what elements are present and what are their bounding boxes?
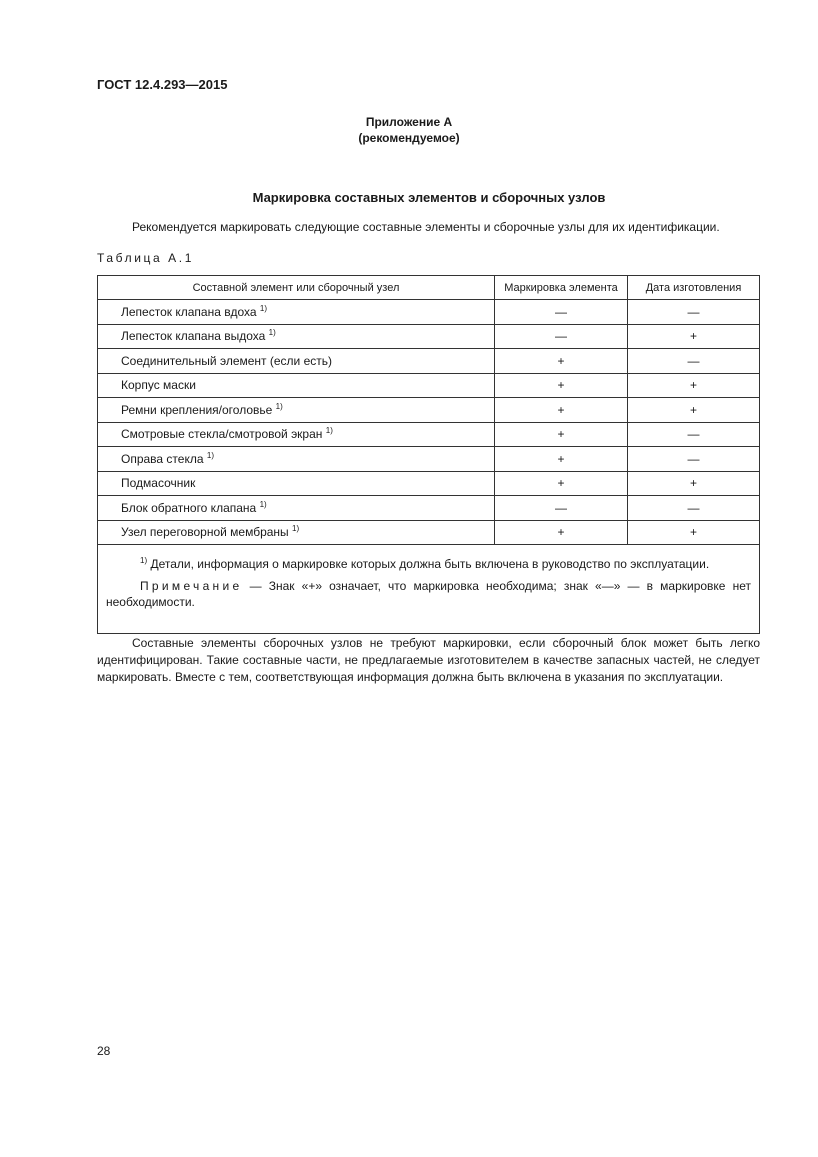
date-cell: — <box>628 300 760 325</box>
footnote-marker: 1) <box>140 556 148 565</box>
component-name: Лепесток клапана вдоха <box>121 304 257 319</box>
footnote <box>106 556 751 572</box>
table-row <box>98 496 760 521</box>
marking-cell: + <box>495 398 628 423</box>
footnote-ref: 1) <box>275 401 283 411</box>
component-name-cell <box>98 324 495 349</box>
component-name: Смотровые стекла/смотровой экран <box>121 427 323 442</box>
document-header: ГОСТ 12.4.293—2015 <box>97 77 228 92</box>
component-name: Блок обратного клапана <box>121 500 257 515</box>
table-row <box>98 520 760 545</box>
date-cell: + <box>628 324 760 349</box>
marking-cell: + <box>495 471 628 496</box>
intro-text: Рекомендуется маркировать следующие составные элементы и сборочные узлы для их идентификации. <box>132 220 720 234</box>
marking-cell: — <box>495 300 628 325</box>
table-note <box>106 578 751 610</box>
marking-cell: + <box>495 373 628 398</box>
component-name: Ремни крепления/оголовье <box>121 402 273 417</box>
component-name-cell <box>98 471 495 496</box>
footnote-ref: 1) <box>325 426 333 436</box>
marking-table <box>97 275 760 634</box>
footnote-ref: 1) <box>259 303 267 313</box>
closing-paragraph: Составные элементы сборочных узлов не требуют маркировки, если сборочный блок может быть легко идентифицирован. Такие составные части, не предлагаемые изготовителем в качестве запасных частей, не следует маркировать. Вместе с тем, соответствующая информация должна быть включена в указания по эксплуатации. <box>97 636 760 684</box>
component-name-cell <box>98 300 495 325</box>
table-row <box>98 422 760 447</box>
section-heading: Маркировка составных элементов и сборочных узлов <box>252 190 606 205</box>
header-marking: Маркировка элемента <box>495 276 628 300</box>
table-row <box>98 324 760 349</box>
component-name: Подмасочник <box>121 476 196 491</box>
marking-cell: + <box>495 422 628 447</box>
marking-cell: — <box>495 324 628 349</box>
component-name-cell <box>98 447 495 472</box>
table-row <box>98 300 760 325</box>
annex-block <box>0 114 818 146</box>
note-text: — Знак «+» означает, что маркировка необходима; знак «—» — в маркировке нет необходимости. <box>106 579 751 609</box>
table-row <box>98 471 760 496</box>
footnote-ref: 1) <box>259 499 267 509</box>
component-name: Соединительный элемент (если есть) <box>121 353 333 368</box>
table-row <box>98 447 760 472</box>
footnote-ref: 1) <box>206 450 214 460</box>
page-number: 28 <box>97 1044 111 1058</box>
marking-cell: — <box>495 496 628 521</box>
component-name-cell <box>98 496 495 521</box>
date-cell: + <box>628 373 760 398</box>
component-name: Лепесток клапана выдоха <box>121 329 266 344</box>
date-cell: + <box>628 471 760 496</box>
table-notes <box>98 545 760 634</box>
table-row <box>98 373 760 398</box>
component-name: Узел переговорной мембраны <box>121 525 289 540</box>
annex-status: (рекомендуемое) <box>358 131 460 145</box>
date-cell: + <box>628 520 760 545</box>
table-label: Таблица А.1 <box>97 251 194 265</box>
header-component: Составной элемент или сборочный узел <box>98 276 495 300</box>
date-cell: — <box>628 349 760 374</box>
date-cell: + <box>628 398 760 423</box>
component-name: Корпус маски <box>121 378 196 393</box>
component-name-cell <box>98 349 495 374</box>
component-name: Оправа стекла <box>121 451 204 466</box>
component-name-cell <box>98 373 495 398</box>
footnote-ref: 1) <box>268 328 276 338</box>
marking-cell: + <box>495 447 628 472</box>
component-name-cell <box>98 422 495 447</box>
marking-cell: + <box>495 520 628 545</box>
date-cell: — <box>628 447 760 472</box>
table-row <box>98 349 760 374</box>
date-cell: — <box>628 422 760 447</box>
table-row <box>98 398 760 423</box>
table-notes-row <box>98 545 760 634</box>
header-date: Дата изготовления <box>628 276 760 300</box>
marking-cell: + <box>495 349 628 374</box>
table-header-row <box>98 276 760 300</box>
annex-title: Приложение А <box>365 115 453 129</box>
note-label: Примечание <box>140 579 243 593</box>
component-name-cell <box>98 398 495 423</box>
component-name-cell <box>98 520 495 545</box>
footnote-text: Детали, информация о маркировке которых должна быть включена в руководство по эксплуатации. <box>150 557 710 571</box>
date-cell: — <box>628 496 760 521</box>
footnote-ref: 1) <box>292 524 300 534</box>
